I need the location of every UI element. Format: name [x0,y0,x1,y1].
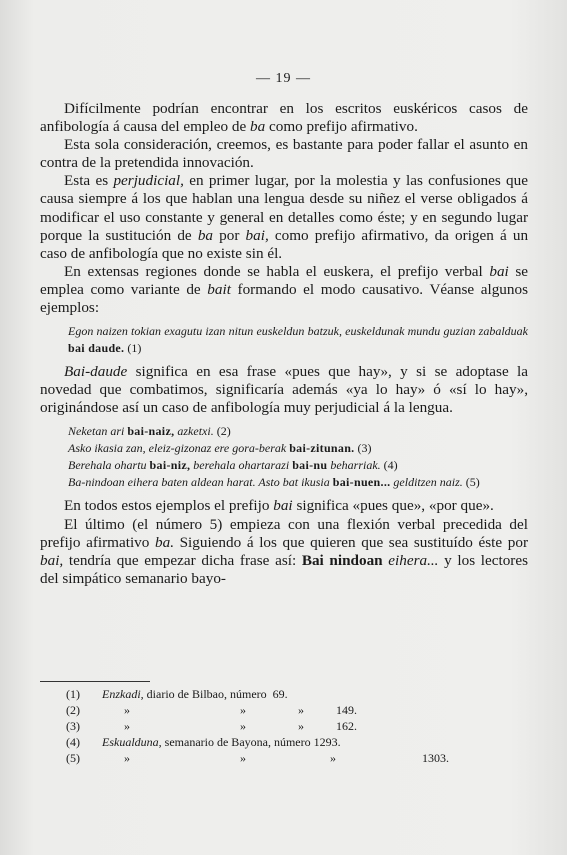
page-number: — 19 — [256,71,311,86]
example-5: Ba-nindoan eihera baten aldean harat. Asto bat ikusia bai-nuen... gelditzen naiz. (5) [68,475,480,490]
footnotes [66,686,449,766]
footnote-4: (4) Eskualduna, semanario de Bayona, número 1293. [66,735,341,749]
paragraph-3: Esta es perjudicial, en primer lugar, por la molestia y las confusiones que causa siempre á los que hablan una lengua desde su niñez el verse obligados á modificar el uso constante y general en detalles como éste; y en segundo lugar porque la sustitución de ba por bai, como prefijo afirmativo, da origen á un caso de anfibología que no existe sin él. [40,172,529,262]
example-2: Neketan ari bai-naiz, azketxi. (2) [68,424,231,439]
footnote-2: (2) » » » 149. [66,703,357,717]
example-4: Berehala ohartu bai-niz, berehala ohartarazi bai-nu beharriak. (4) [68,458,398,473]
paragraph-7: El último (el número 5) empieza con una flexión verbal precedida del prefijo afirmativo ba. Siguiendo á los que quieren que sea sustituído éste por bai, tendría que empezar dicha frase así: Bai nindoan eihera... y los lectores del simpático semanario bayo- [40,515,529,587]
paragraph-1: Difícilmente podrían encontrar en los escritos euskéricos casos de anfibología á causa del empleo de ba como prefijo afirmativo. [40,100,528,136]
paragraph-5: Bai-daude significa en esa frase «pues que hay», y si se adoptase la novedad que combatimos, significaría además «ya lo hay» ó «sí lo hay», originándose así un caso de anfibología muy perjudicial á la lengua. [40,363,528,417]
example-1: Egon naizen tokian exagutu izan nitun euskeldun batzuk, euskeldunak mundu guzian zabalduak bai daude. (1) [68,324,528,356]
footnote-3: (3) » » » 162. [66,719,357,733]
examples-list [40,423,528,491]
paragraph-6: En todos estos ejemplos el prefijo bai significa «pues que», «por que». [64,497,494,515]
body-text [40,100,528,588]
example-3: Asko ikasia zan, eleiz-gizonaz ere gora-berak bai-zitunan. (3) [68,441,372,456]
footnote-5: (5) » » » 1303. [66,751,449,765]
footnote-divider [40,681,150,682]
paragraph-4: En extensas regiones donde se habla el euskera, el prefijo verbal bai se emplea como variante de bait formando el modo causativo. Véanse algunos ejemplos: [40,262,529,317]
paragraph-2: Esta sola consideración, creemos, es bastante para poder fallar el asunto en contra de la pretendida innovación. [40,136,528,172]
footnote-1: (1) Enzkadi, diario de Bilbao, número 69. [66,687,288,701]
